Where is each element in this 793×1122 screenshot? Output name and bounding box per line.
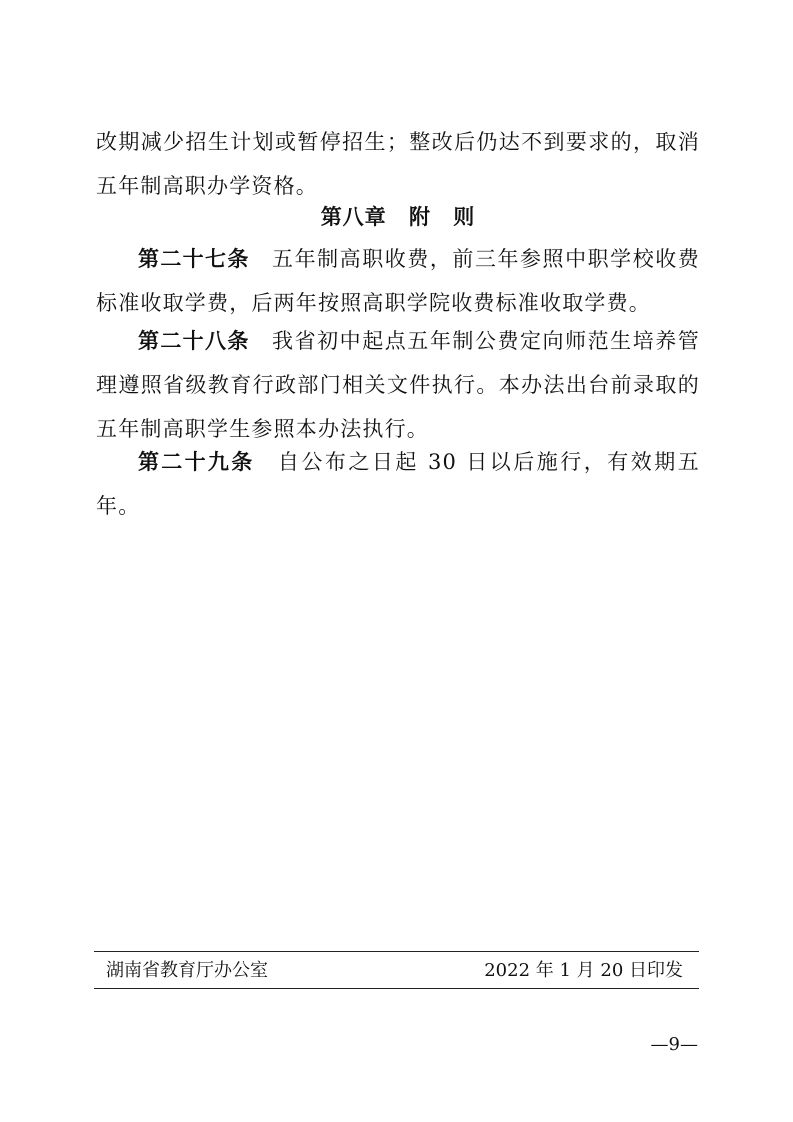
article-number: 第二十七条 bbox=[138, 247, 250, 271]
footer-bottom-rule bbox=[94, 988, 699, 989]
footer-top-rule bbox=[94, 951, 699, 952]
article-28 bbox=[96, 319, 700, 451]
footer-print-date: 2022 年 1 月 20 日印发 bbox=[484, 960, 683, 981]
article-27 bbox=[96, 237, 700, 325]
article-number: 第二十九条 bbox=[138, 450, 255, 474]
article-text: 五年制高职收费，前三年参照中职学校收费标准收取学费，后两年按照高职学院收费标准收取学费。 bbox=[96, 247, 700, 315]
article-29 bbox=[96, 440, 700, 528]
page-number: —9— bbox=[650, 1034, 698, 1055]
footer-issuer: 湖南省教育厅办公室 bbox=[106, 960, 268, 981]
chapter-heading: 第八章 附 则 bbox=[320, 205, 476, 229]
continuation-paragraph: 改期减少招生计划或暂停招生；整改后仍达不到要求的，取消五年制高职办学资格。 bbox=[96, 130, 700, 198]
article-text: 自公布之日起 30 日以后施行，有效期五年。 bbox=[96, 450, 701, 518]
article-text: 我省初中起点五年制公费定向师范生培养管理遵照省级教育行政部门相关文件执行。本办法出台前录取的五年制高职学生参照本办法执行。 bbox=[96, 329, 700, 441]
article-number: 第二十八条 bbox=[138, 329, 250, 353]
